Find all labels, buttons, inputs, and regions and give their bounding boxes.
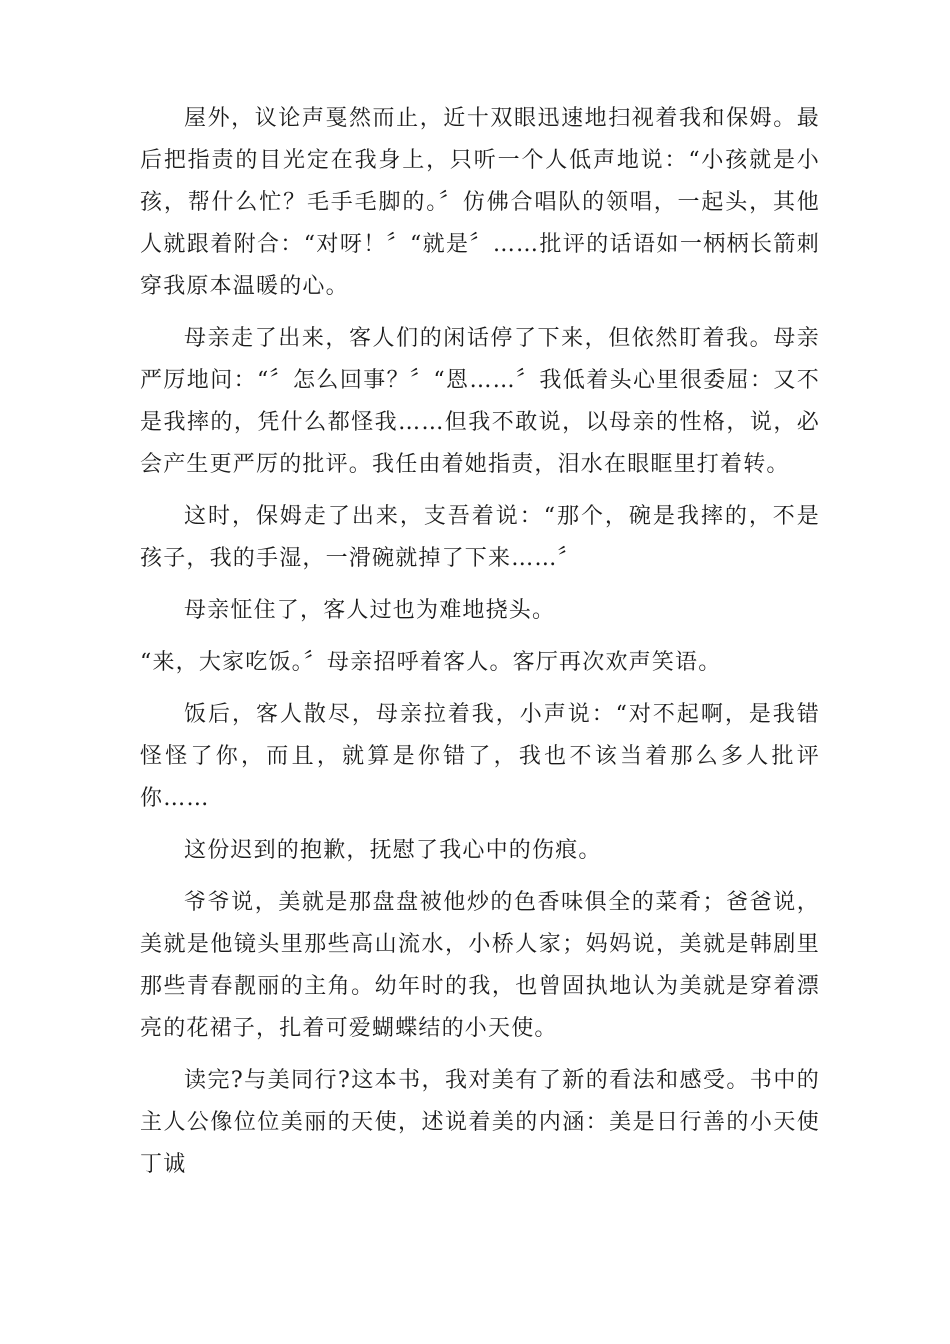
paragraph-5: “来，大家吃饭。〞母亲招呼着客人。客厅再次欢声笑语。 — [140, 650, 722, 675]
paragraph-6: 饭后，客人散尽，母亲拉着我，小声说：“对不起啊，是我错怪怪了你，而且，就算是你错了，我也不该当着那么多人批评你…… — [140, 702, 820, 811]
paragraph-7: 这份迟到的抱歉，抚慰了我心中的伤痕。 — [184, 838, 602, 863]
paragraph-8: 爷爷说，美就是那盘盘被他炒的色香味俱全的菜肴；爸爸说，美就是他镜头里那些高山流水，小桥人家；妈妈说，美就是韩剧里那些青春靓丽的主角。幼年时的我，也曾固执地认为美就是穿着漂亮的花裙子，扎着可爱蝴蝶结的小天使。 — [140, 890, 820, 1041]
paragraph-4: 母亲怔住了，客人过也为难地挠头。 — [184, 598, 556, 623]
paragraph-9: 读完?与美同行?这本书，我对美有了新的看法和感受。书中的主人公像位位美丽的天使，述说着美的内涵：美是日行善的小天使丁诚 — [140, 1068, 820, 1177]
document-body — [140, 98, 820, 1196]
paragraph-3: 这时，保姆走了出来，支吾着说：“那个，碗是我摔的，不是孩子，我的手湿，一滑碗就掉了下来……〞 — [140, 504, 820, 571]
paragraph-1: 屋外，议论声戛然而止，近十双眼迅速地扫视着我和保姆。最后把指责的目光定在我身上，只听一个人低声地说：“小孩就是小孩，帮什么忙？毛手毛脚的。〞仿佛合唱队的领唱，一起头，其他人就跟着附合：“对呀！〞“就是〞……批评的话语如一柄柄长箭刺穿我原本温暖的心。 — [140, 106, 820, 299]
paragraph-2: 母亲走了出来，客人们的闲话停了下来，但依然盯着我。母亲严厉地问：“〞怎么回事？〞“恩……〞我低着头心里很委屈：又不是我摔的，凭什么都怪我……但我不敢说，以母亲的性格，说，必会产生更严厉的批评。我任由着她指责，泪水在眼眶里打着转。 — [140, 326, 820, 477]
